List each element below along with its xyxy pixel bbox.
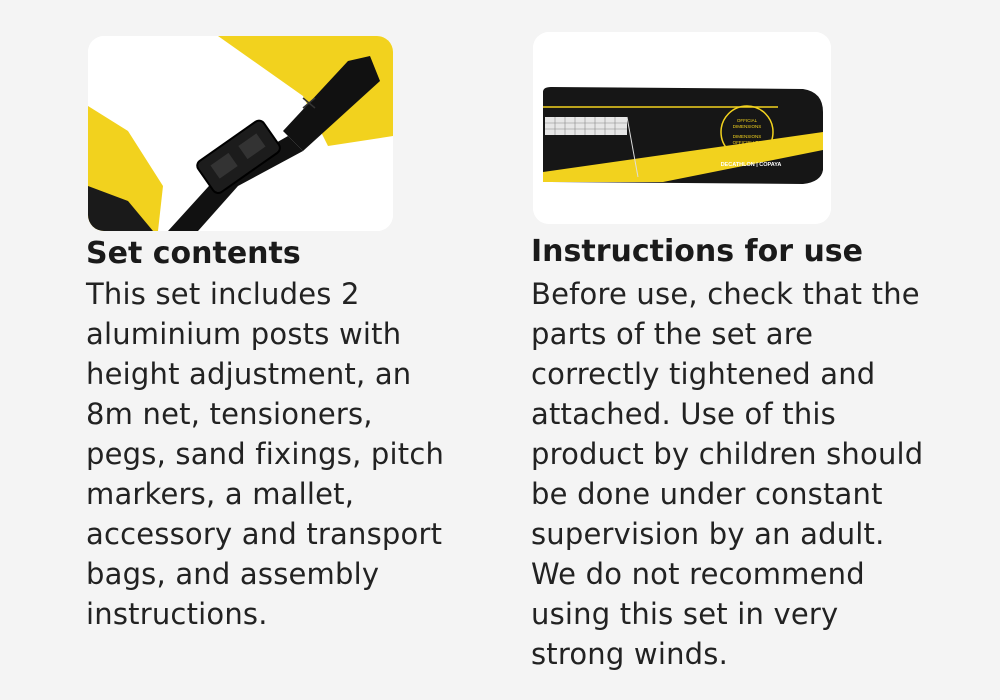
instructions-line: attached. Use of this bbox=[531, 397, 836, 431]
instructions-line: parts of the set are bbox=[531, 317, 814, 351]
instructions-line: Before use, check that the bbox=[531, 277, 920, 311]
set-contents-line: aluminium posts with bbox=[86, 317, 402, 351]
strap-buckle-image bbox=[88, 36, 393, 231]
instructions-line: product by children should bbox=[531, 437, 924, 471]
set-contents-line: markers, a mallet, bbox=[86, 477, 355, 511]
carry-bag-photo-icon bbox=[533, 32, 831, 224]
badge-text: DIMENSIONS bbox=[732, 134, 762, 139]
set-contents-line: pegs, sand fixings, pitch bbox=[86, 437, 445, 471]
bag-brand-text: DECATHLON | COPAYA bbox=[720, 162, 782, 168]
instructions-heading: Instructions for use bbox=[531, 234, 864, 269]
instructions-line: correctly tightened and bbox=[531, 357, 876, 391]
set-contents-line: accessory and transport bbox=[86, 517, 443, 551]
instructions-line: supervision by an adult. bbox=[531, 517, 885, 551]
instructions-line: be done under constant bbox=[531, 477, 883, 511]
badge-text: OFFICIAL bbox=[736, 118, 758, 123]
set-contents-text bbox=[86, 274, 486, 634]
set-contents-line: This set includes 2 bbox=[86, 277, 360, 311]
carry-bag-image bbox=[533, 32, 831, 224]
instructions-line: using this set in very bbox=[531, 597, 839, 631]
instructions-line: We do not recommend bbox=[531, 557, 865, 591]
set-contents-line: height adjustment, an bbox=[86, 357, 412, 391]
set-contents-line: instructions. bbox=[86, 597, 268, 631]
set-contents-line: bags, and assembly bbox=[86, 557, 380, 591]
badge-text: DIMENSIONS bbox=[732, 124, 762, 129]
set-contents-heading: Set contents bbox=[86, 236, 301, 271]
strap-buckle-photo-icon bbox=[88, 36, 393, 231]
set-contents-line: 8m net, tensioners, bbox=[86, 397, 373, 431]
badge-text: OFFICIELLES bbox=[732, 140, 762, 145]
instructions-line: strong winds. bbox=[531, 637, 729, 671]
instructions-text bbox=[531, 274, 971, 674]
